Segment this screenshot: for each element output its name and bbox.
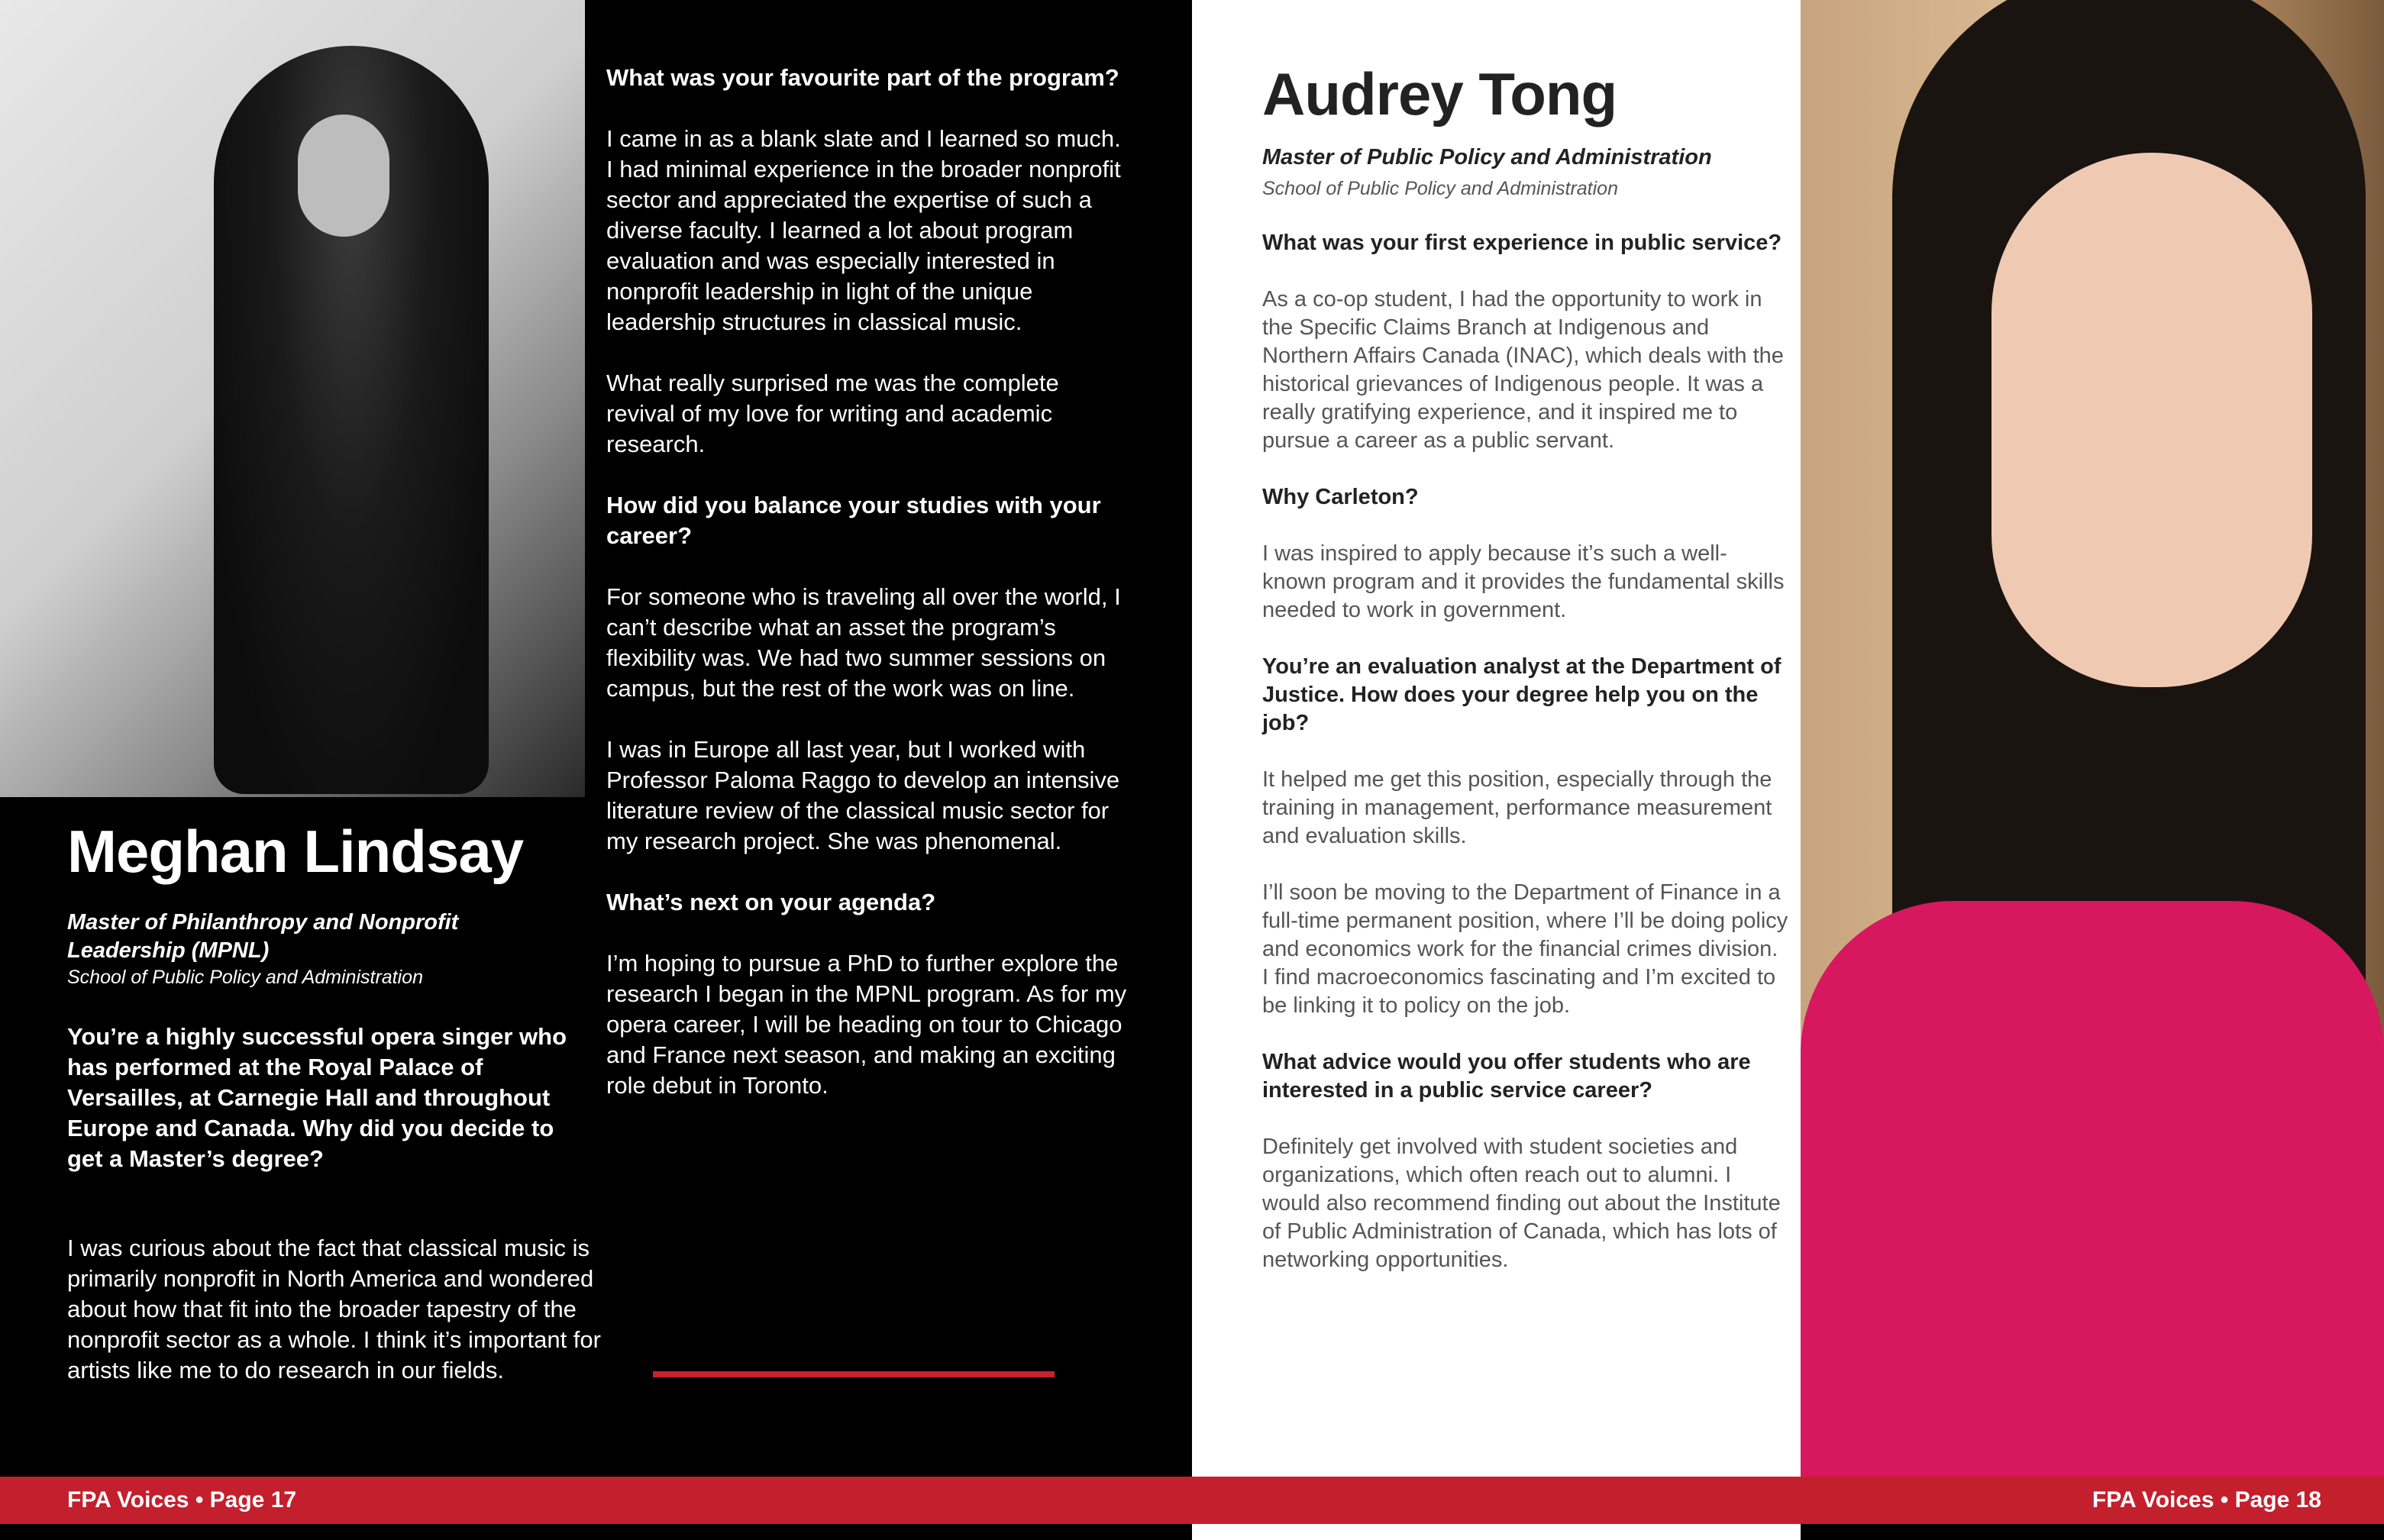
photo-face: [1992, 153, 2312, 687]
footer-page-18-label: FPA Voices • Page 18: [2092, 1487, 2321, 1513]
footer-bar: [0, 1477, 2384, 1524]
answer-paragraph: I came in as a blank slate and I learned so much. I had minimal experience in the broader nonprofit sector and appreciated the expertise of such a diverse faculty. I learned a lot about program evaluation and was especially interested in nonprofit leadership in light of the unique leadership structures in classical music.: [606, 125, 1121, 335]
question-favourite-part: What was your favourite part of the program?: [606, 64, 1119, 91]
question-first-experience: What was your first experience in public service?: [1262, 231, 1782, 255]
meghan-name-heading: Meghan Lindsay: [67, 818, 524, 885]
photo-face: [298, 115, 389, 237]
answer-paragraph: I was in Europe all last year, but I worked with Professor Paloma Raggo to develop an intensive literature review of the classical music sector for my research project. She was phenomenal.: [606, 736, 1120, 854]
meghan-intro-question: You’re a highly successful opera singer who has performed at the Royal Palace of Versailles, at Carnegie Hall and throughout Europe and Canada. Why did you decide to get a Master’s degree?: [67, 1023, 567, 1172]
question-whats-next: What’s next on your agenda?: [606, 889, 936, 915]
answer-paragraph: I’ll soon be moving to the Department of Finance in a full-time permanent position, where I’ll be doing policy and economics work for the financial crimes division. I find macroeconomics fascinating and I’m excited to be linking it to policy on the job.: [1262, 880, 1788, 1018]
meghan-lindsay-photo: [0, 0, 585, 797]
footer-page-17-label: FPA Voices • Page 17: [67, 1487, 297, 1513]
meghan-degree: Master of Philanthropy and Nonprofit Leadership (MPNL): [67, 910, 459, 963]
meghan-intro-answer: I was curious about the fact that classical music is primarily nonprofit in North America and wondered about how that fit into the broader tapestry of the nonprofit sector as a whole. I think it’s important for artists like me to do research in our fields.: [67, 1235, 601, 1383]
answer-paragraph: What really surprised me was the complete revival of my love for writing and academic research.: [606, 370, 1059, 457]
audrey-school: School of Public Policy and Administration: [1262, 178, 1618, 199]
audrey-interview-column: [1262, 229, 1789, 1303]
answer-paragraph: I’m hoping to pursue a PhD to further explore the research I began in the MPNL program. As for my opera career, I will be heading on tour to Chicago and France next season, and making an exciting role debut in Toronto.: [606, 950, 1127, 1099]
meghan-interview-column: [606, 63, 1133, 1132]
answer-paragraph: For someone who is traveling all over the world, I can’t describe what an asset the program’s flexibility was. We had two summer sessions on campus, but the rest of the work was on line.: [606, 583, 1121, 702]
question-why-carleton: Why Carleton?: [1262, 485, 1419, 509]
audrey-name-heading: Audrey Tong: [1262, 60, 1617, 128]
answer-paragraph: It helped me get this position, especially through the training in management, performance measurement and evaluation skills.: [1262, 767, 1772, 848]
meghan-school: School of Public Policy and Administration: [67, 967, 423, 988]
red-divider-line: [653, 1371, 1055, 1377]
bottom-band-right: [1192, 1524, 1801, 1540]
question-advice: What advice would you offer students who are interested in a public service career?: [1262, 1050, 1751, 1103]
question-balance-studies: How did you balance your studies with your career?: [606, 492, 1101, 549]
question-evaluation-analyst: You’re an evaluation analyst at the Department of Justice. How does your degree help you on the job?: [1262, 654, 1782, 735]
audrey-tong-photo: [1801, 0, 2384, 1477]
audrey-degree: Master of Public Policy and Administration: [1262, 145, 1712, 169]
page-18: [1192, 0, 2384, 1540]
answer-paragraph: As a co-op student, I had the opportunity to work in the Specific Claims Branch at Indigenous and Northern Affairs Canada (INAC), which deals with the historical grievances of Indigenous people. It was a really gratifying experience, and it inspired me to pursue a career as a public servant.: [1262, 287, 1784, 453]
answer-paragraph: Definitely get involved with student societies and organizations, which often reach out to alumni. I would also recommend finding out about the Institute of Public Administration of Canada, which has lots of networking opportunities.: [1262, 1135, 1781, 1272]
photo-dress: [1801, 901, 2384, 1477]
answer-paragraph: I was inspired to apply because it’s such a well-known program and it provides the fundamental skills needed to work in government.: [1262, 541, 1785, 622]
